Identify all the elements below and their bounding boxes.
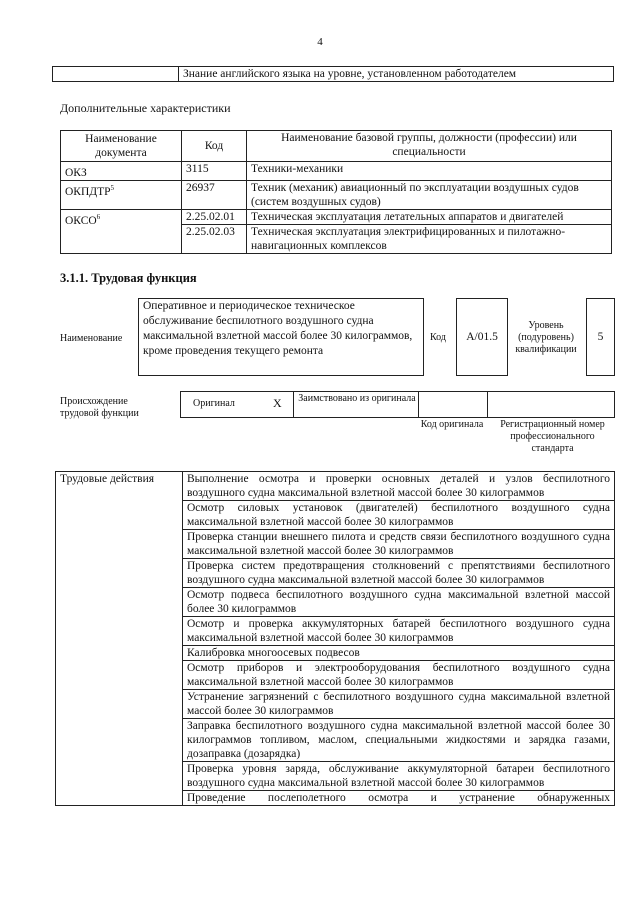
action-item: Осмотр подвеса беспилотного воздушного судна максимальной взлетной массой более 30 килограммов	[183, 588, 615, 617]
borrowed-label: Заимствовано из оригинала	[298, 393, 416, 404]
doc-cell: ОКЗ	[61, 162, 182, 181]
action-item: Калибровка многоосевых подвесов	[183, 646, 615, 661]
name-cell: Техническая эксплуатация летательных аппаратов и двигателей	[247, 209, 612, 224]
action-item: Проверка уровня заряда, обслуживание аккумуляторной батареи беспилотного воздушного судна максимальной взлетной массой более 30 килограммов	[183, 762, 615, 791]
action-item: Проверка станции внешнего пилота и средств связи беспилотного воздушного судна максимальной взлетной массой более 30 килограммов	[183, 530, 615, 559]
table-row	[61, 180, 612, 209]
doc-cell: ОКСО$^6$	[61, 209, 182, 253]
table-row	[61, 162, 612, 181]
column-header-code: Код	[182, 131, 247, 162]
action-item: Осмотр приборов и электрооборудования беспилотного воздушного судна максимальной взлетной массой более 30 килограммов	[183, 661, 615, 690]
divider	[418, 392, 419, 417]
page-number: 4	[317, 36, 323, 48]
skills-continuation-table	[52, 66, 614, 82]
original-label: Оригинал	[193, 398, 235, 409]
action-item: Проверка систем предотвращения столкновений с препятствиями беспилотного воздушного судна максимальной взлетной массой более 30 килограммов	[183, 559, 615, 588]
column-header-name: Наименование базовой группы, должности (профессии) или специальности	[247, 131, 612, 162]
origin-row	[180, 391, 615, 418]
doc-cell: ОКПДТР$^5$	[61, 180, 182, 209]
reg-number-label: Регистрационный номер профессионального стандарта	[500, 419, 605, 454]
origin-code-label: Код оригинала	[420, 419, 484, 430]
action-item: Устранение загрязнений с беспилотного воздушного судна максимальной взлетной массой более 30 килограммов	[183, 690, 615, 719]
name-cell: Техническая эксплуатация электрифицированных и пилотажно-навигационных комплексов	[247, 224, 612, 253]
code-cell: 26937	[182, 180, 247, 209]
origin-label: Происхождение трудовой функции	[60, 396, 139, 419]
table-row	[53, 67, 614, 82]
action-item: Осмотр и проверка аккумуляторных батарей беспилотного воздушного судна максимальной взлетной массой более 30 килограммов	[183, 617, 615, 646]
section-title: 3.1.1. Трудовая функция	[60, 271, 197, 285]
column-header-doc: Наименование документа	[61, 131, 182, 162]
action-item: Выполнение осмотра и проверки основных деталей и узлов беспилотного воздушного судна максимальной взлетной массой более 30 килограммов	[183, 472, 615, 501]
function-code-value: А/01.5	[456, 298, 508, 376]
action-item: Осмотр силовых установок (двигателей) беспилотного воздушного судна максимальной взлетной массой более 30 килограммов	[183, 501, 615, 530]
name-label: Наименование	[60, 333, 123, 344]
additional-characteristics-table	[60, 130, 612, 254]
code-cell: 2.25.02.03	[182, 224, 247, 253]
actions-label: Трудовые действия	[56, 472, 183, 806]
action-item: Заправка беспилотного воздушного судна максимальной взлетной массой более 30 килограммов топливом, маслом, специальными жидкостями и зарядка газами, дозаправка (дозарядка)	[183, 719, 615, 762]
action-item: Проведение послеполетного осмотра и устранение обнаруженных	[183, 791, 615, 806]
code-cell: 3115	[182, 162, 247, 181]
table-row	[61, 209, 612, 224]
table-cell-empty	[53, 67, 179, 82]
code-cell: 2.25.02.01	[182, 209, 247, 224]
code-label: Код	[430, 332, 446, 343]
name-cell: Техник (механик) авиационный по эксплуатации воздушных судов (систем воздушных судов)	[247, 180, 612, 209]
name-cell: Техники-механики	[247, 162, 612, 181]
additional-characteristics-heading: Дополнительные характеристики	[60, 101, 231, 115]
level-label: Уровень (подуровень) квалификации	[515, 320, 577, 355]
original-mark: Х	[273, 396, 282, 410]
table-header-row	[61, 131, 612, 162]
table-row	[56, 472, 615, 501]
level-value: 5	[586, 298, 615, 376]
labor-actions-table	[55, 471, 615, 806]
divider	[293, 392, 294, 417]
function-name-value: Оперативное и периодическое техническое обслуживание беспилотного воздушного судна максимальной взлетной массой более 30 килограммов, кроме проведения текущего ремонта	[138, 298, 424, 376]
divider	[487, 392, 488, 417]
table-cell: Знание английского языка на уровне, установленном работодателем	[179, 67, 614, 82]
